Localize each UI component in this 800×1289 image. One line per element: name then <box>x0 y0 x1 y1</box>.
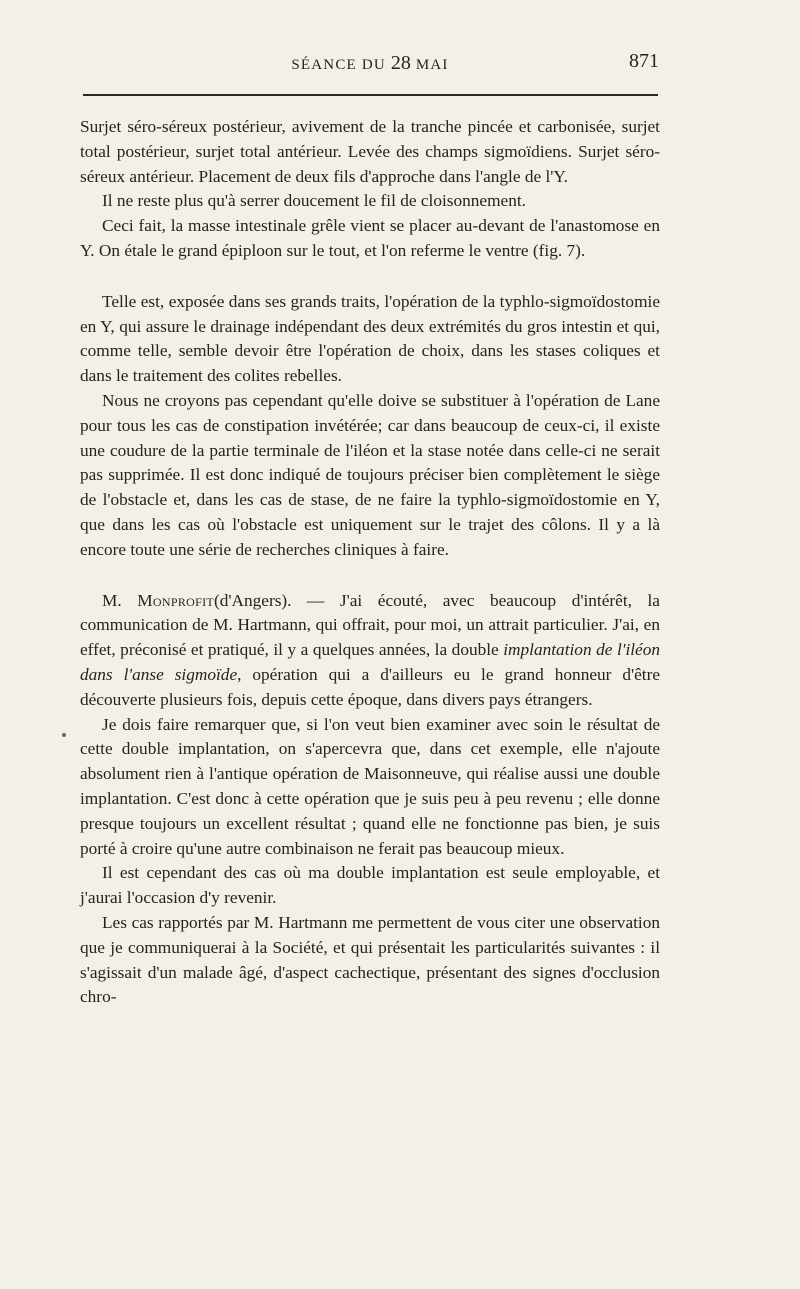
intervention-text-start: — J'ai écouté, avec beaucoup d'intérêt, la communication de M. Hartmann, qui offrait, pour moi, un attrait particulier. J'ai, en effet, préconisé et pratiqué, il y a quelques années, la double <box>80 590 660 660</box>
paragraph-maisonneuve: Je dois faire remarquer que, si l'on veut bien examiner avec soin le résultat de cette double implantation, on s'apercevra que, dans cet exemple, elle n'ajoute absolument rien à l'antique opération de Maisonneuve, qui réalise aussi une double implantation. C'est donc à cette opération que je suis peu à peu revenu ; elle donne presque toujours un excellent résultat ; quand elle ne fonctionne pas bien, je suis porté à croire qu'une autre combinaison ne ferait pas beaucoup mieux. <box>80 714 660 858</box>
running-title-day: 28 <box>390 52 411 74</box>
italic-procedure-name: implantation de l'iléon dans l'anse sigmoïde <box>80 640 660 684</box>
header-rule <box>83 94 658 96</box>
speaker-name: Monprofit <box>137 590 214 610</box>
running-head <box>81 52 659 82</box>
body-text <box>80 115 660 1010</box>
page-number: 871 <box>629 50 659 72</box>
speaker-prefix: M. <box>102 590 122 610</box>
running-title-month: MAI <box>415 57 449 73</box>
paragraph-suture-steps: Surjet séro-séreux postérieur, avivement de la tranche pincée et carbonisée, surjet total postérieur, surjet total antérieur. Levée des champs sigmoïdiens. Surjet séro-séreux antérieur. Placement de deux fils d'approche dans l'angle de l'Y. <box>80 117 660 186</box>
speaker-origin: (d'Angers). <box>214 590 292 610</box>
paragraph-observation: Les cas rapportés par M. Hartmann me permettent de vous citer une observation que je communiquerai à la Société, et qui présentait les particularités suivantes : il s'agissait d'un malade âgé, d'aspect cachectique, présentant des signes d'occlusion chro- <box>80 912 660 1007</box>
paragraph-lane-comparison: Nous ne croyons pas cependant qu'elle doive se substituer à l'opération de Lane pour tous les cas de constipation invétérée; car dans beaucoup de ceux-ci, il existe une coudure de la partie terminale de l'iléon et la stase notée dans celle-ci ne serait pas supprimée. Il est donc indiqué de toujours préciser bien complètement le siège de l'obstacle et, dans les cas de stase, de ne faire la typhlo-sigmoïdostomie en Y, que dans les cas où l'obstacle est uniquement sur le trajet des côlons. Il y a là encore toute une série de recherches cliniques à faire. <box>80 390 660 559</box>
section-gap <box>80 264 660 290</box>
section-gap <box>80 563 660 589</box>
paragraph-operation-summary: Telle est, exposée dans ses grands traits, l'opération de la typhlo-sigmoïdostomie en Y, qui assure le drainage indépendant des deux extrémités du gros intestin et qui, comme telle, semble devoir être l'opération de choix, dans les stases coliques et dans le traitement des colites rebelles. <box>80 291 660 386</box>
paragraph-double-implantation: Il est cependant des cas où ma double implantation est seule employable, et j'aurai l'occasion d'y revenir. <box>80 863 660 908</box>
intervention-text-end: , opération qui a d'ailleurs eu le grand honneur d'être découverte plusieurs fois, depuis cette époque, dans divers pays étrangers. <box>80 664 660 709</box>
running-title <box>81 52 659 75</box>
paragraph-tighten-thread: Il ne reste plus qu'à serrer doucement le fil de cloisonnement. <box>102 191 526 211</box>
margin-mark <box>62 733 66 737</box>
paragraph-close-abdomen: Ceci fait, la masse intestinale grêle vient se placer au-devant de l'anastomose en Y. On étale le grand épiploon sur le tout, et l'on referme le ventre (fig. 7). <box>80 216 660 260</box>
running-title-prefix: SÉANCE DU <box>291 57 386 73</box>
paragraph-monprofit-intervention <box>80 589 660 713</box>
